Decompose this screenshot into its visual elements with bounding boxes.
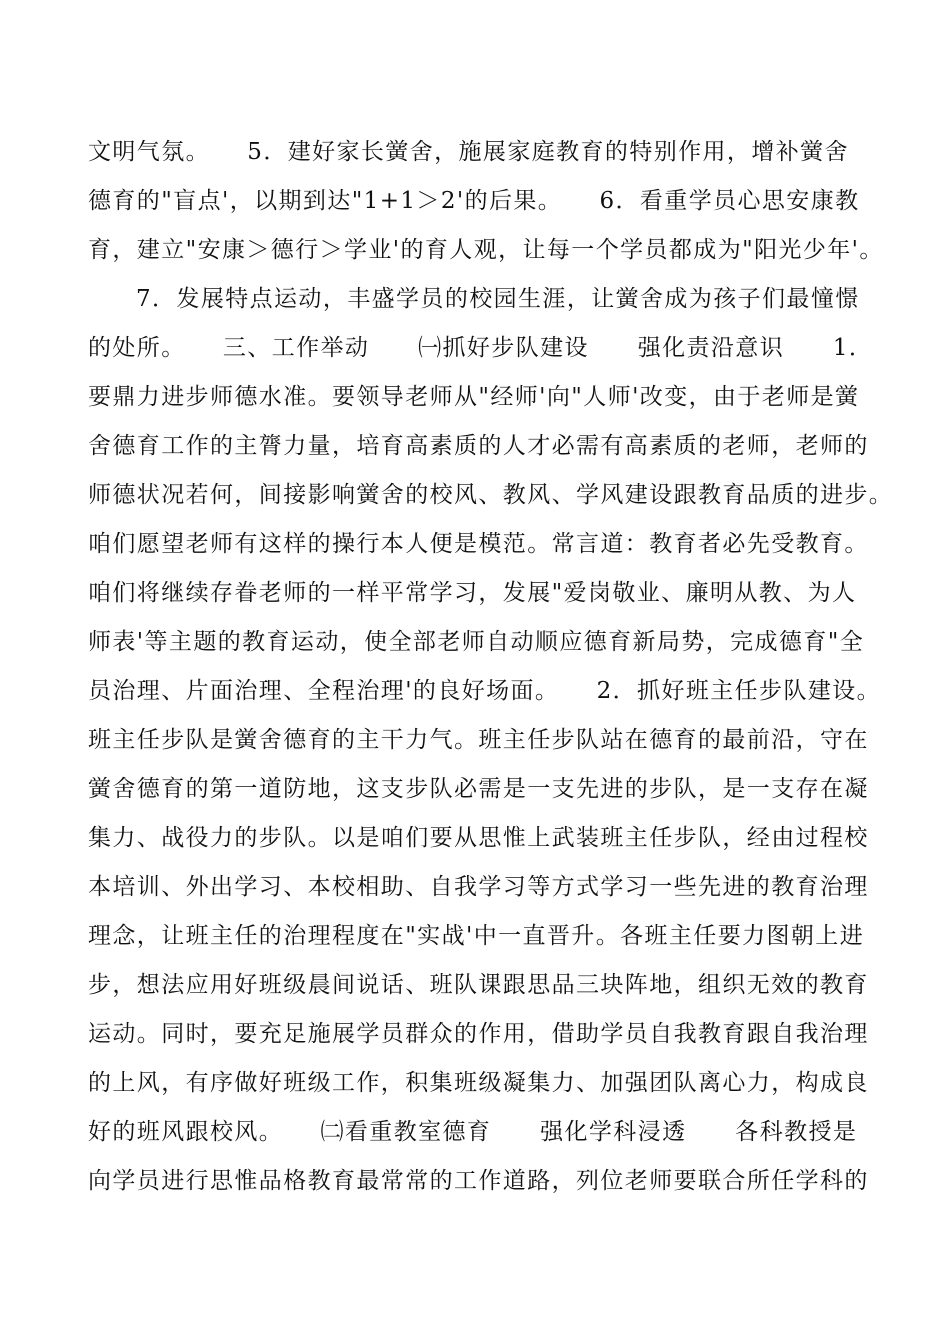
text-line: 文明气氛。 5．建好家长黉舍，施展家庭教育的特别作用，增补黉舍 — [88, 139, 849, 165]
text-line: 舍德育工作的主膂力量，培育高素质的人才必需有高素质的老师，老师的 — [88, 433, 869, 459]
text-line: 育，建立"安康＞德行＞学业'的育人观，让每一个学员都成为"阳光少年'。 — [88, 237, 884, 263]
text-line: 班主任步队是黉舍德育的主干力气。班主任步队站在德育的最前沿，守在 — [88, 727, 869, 753]
text-line: 本培训、外出学习、本校相助、自我学习等方式学习一些先进的教育治理 — [88, 874, 869, 900]
text-line: 咱们将继续存眷老师的一样平常学习，发展"爱岗敬业、廉明从教、为人 — [88, 580, 857, 606]
text-line: 7．发展特点运动，丰盛学员的校园生涯，让黉舍成为孩子们最憧憬 — [136, 286, 860, 312]
text-line: 师表'等主题的教育运动，使全部老师自动顺应德育新局势，完成德育"全 — [88, 629, 865, 655]
text-line: 要鼎力进步师德水准。要领导老师从"经师'向"人师'改变，由于老师是黉 — [88, 384, 860, 410]
text-line: 运动。同时，要充足施展学员群众的作用，借助学员自我教育跟自我治理 — [88, 1021, 869, 1047]
text-line: 黉舍德育的第一道防地，这支步队必需是一支先进的步队，是一支存在凝 — [88, 776, 869, 802]
text-line: 的上风，有序做好班级工作，积集班级凝集力、加强团队离心力，构成良 — [88, 1070, 869, 1096]
text-line: 集力、战役力的步队。以是咱们要从思惟上武装班主任步队，经由过程校 — [88, 825, 869, 851]
text-line: 咱们愿望老师有这样的操行本人便是模范。常言道：教育者必先受教育。 — [88, 531, 869, 557]
text-line: 师德状况若何，间接影响黉舍的校风、教风、学风建设跟教育品质的进步。 — [88, 482, 894, 508]
text-line: 的处所。 三、工作举动 ㈠抓好步队建设 强化责沿意识 1． — [88, 335, 874, 361]
text-line: 德育的"盲点'，以期到达"1+1＞2'的后果。 6．看重学员心思安康教 — [88, 188, 860, 214]
text-line: 员治理、片面治理、全程治理'的良好场面。 2．抓好班主任步队建设。 — [88, 678, 882, 704]
text-line: 好的班风跟校风。 ㈡看重教室德育 强化学科浸透 各科教授是 — [88, 1119, 858, 1145]
text-line: 向学员进行思惟品格教育最常常的工作道路，列位老师要联合所任学科的 — [88, 1168, 869, 1194]
text-line: 步，想法应用好班级晨间说话、班队课跟思品三块阵地，组织无效的教育 — [88, 972, 869, 998]
text-line: 理念，让班主任的治理程度在"实战'中一直晋升。各班主任要力图朝上进 — [88, 923, 865, 949]
